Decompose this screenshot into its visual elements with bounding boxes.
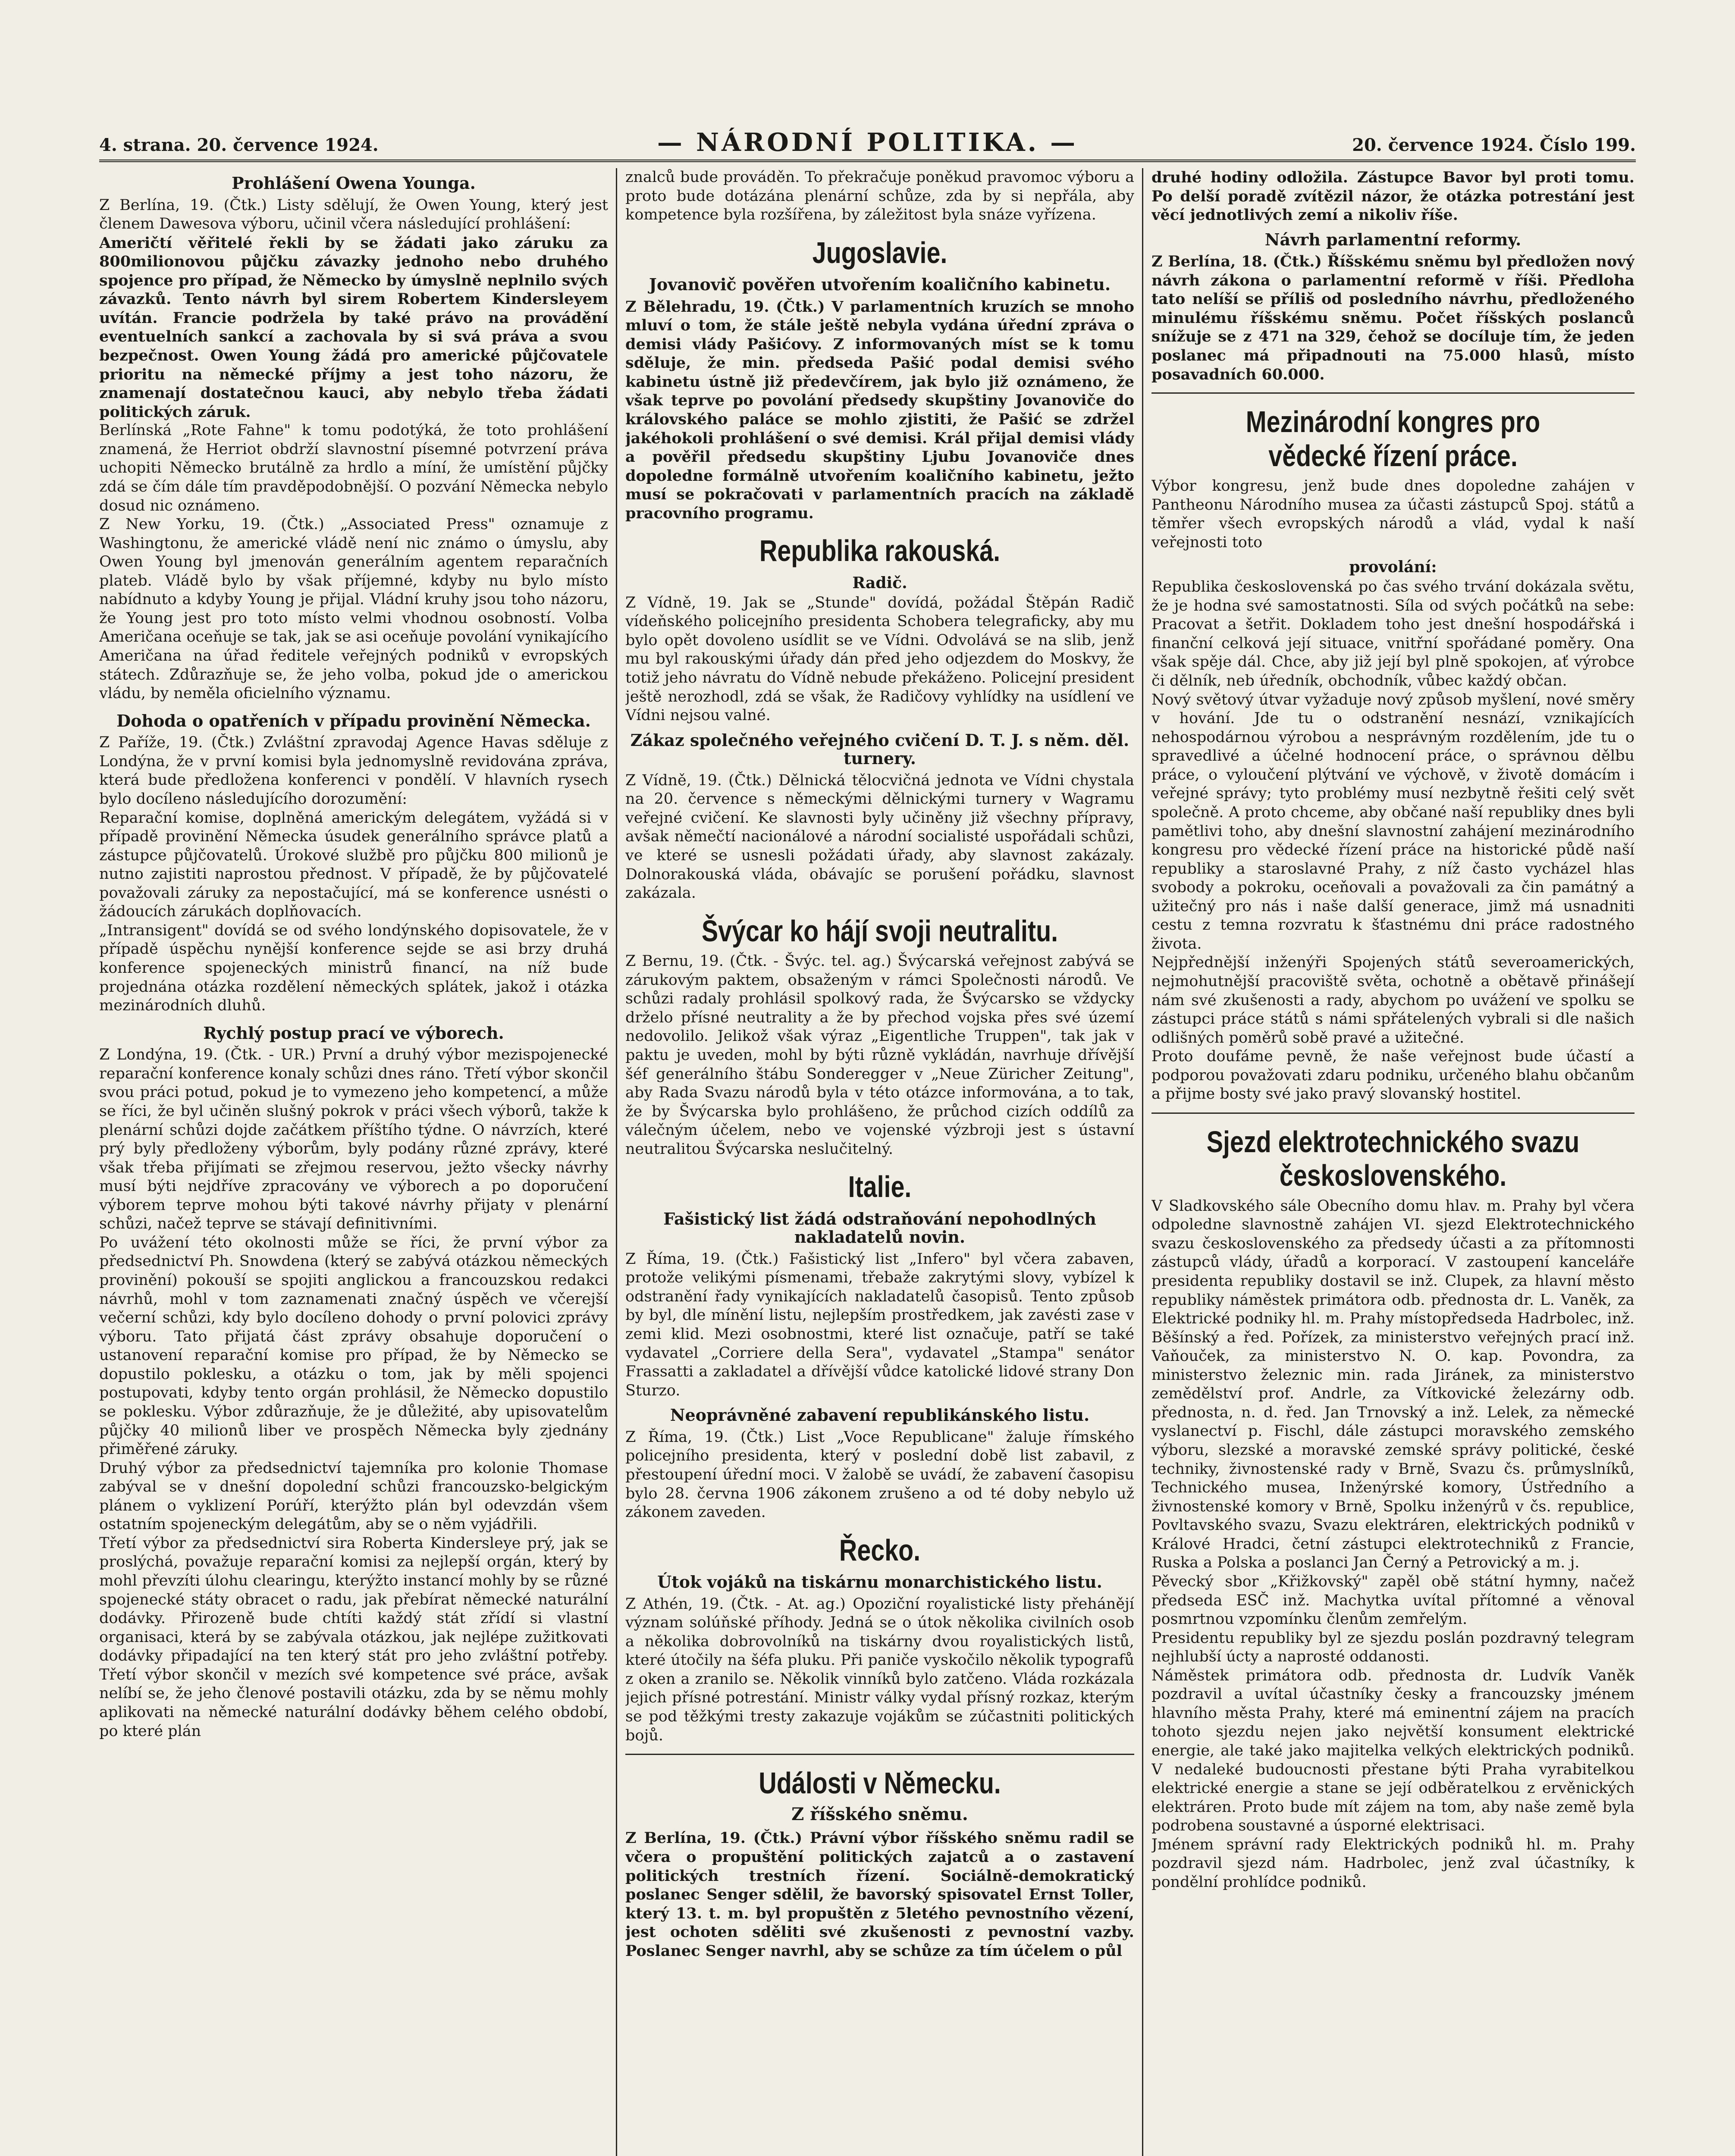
article-continuation: znalců bude prováděn. To překračuje poněkud pravomoc výboru a proto bude dotázána plenární schůze, zda by si nepřála, aby kompetence byla rozšířena, by záležitost byla snáze vyřízena. xyxy=(625,169,1134,224)
article-continuation: druhé hodiny odložila. Zástupce Bavor byl proti tomu. Po delší poradě zvítězil názor, že otázka potrestání jest věcí jednotlivých zemí a nikoliv říše. xyxy=(1151,169,1635,224)
article-paragraph: Reparační komise, doplněná americkým delegátem, vyžádá si v případě provinění Německa úsudek generálního správce platů a zástupce půjčovatelů. Úrokové službě pro půjčku 800 milionů je nutno zajistiti naprostou přednost. V případě, že by půjčovatelé považovali záruky za nepostačující, má se konference usnésti o žádoucích zárukách doplňovacích. xyxy=(99,809,608,921)
page-number-date: 4. strana. 20. července 1924. xyxy=(99,135,379,155)
section-title: Jugoslavie. xyxy=(812,235,948,270)
article-paragraph: Z Říma, 19. (Čtk.) Fašistický list „Infero" byl včera zabaven, protože velikými písmenami, třebaže zakrytými slovy, vybízel k odstranění řady vynikajících nakladatelů časopisů. Tento způsob by byl, dle mínění listu, nejlepším prostředkem, jak zavésti zase v zemi klid. Mezi osobnostmi, které list označuje, patří se také vydavatel „Corriere della Sera", vydavatel „Stampa" senátor Frassatti a zakladatel a dřívější vůdce katolické lidové strany Don Sturzo. xyxy=(625,1250,1134,1399)
issue-date-number: 20. července 1924. Číslo 199. xyxy=(1352,135,1636,155)
section-title: Sjezd elektrotechnického svazu československého. xyxy=(1206,1125,1580,1193)
article-young xyxy=(99,174,608,703)
article-paragraph: Z New Yorku, 19. (Čtk.) „Associated Press" oznamuje z Washingtonu, že americké vládě není nic známo o úmyslu, aby Owen Young byl jmenován generálním agentem reparačních plateb. Vládě bylo by však příjemné, kdyby nu bylo místo nabídnuto a kdyby Young je přijal. Vládní kruhy jsou toho názoru, že Young jest pro toto místo velmi vhodnou osobností. Volba Američana oceňuje se tak, jak se asi oceňuje povolání vynikajícího Američana na úřad ředitele veřejných podniků v evropských státech. Zdůrazňuje se, že jeho volba, pokud jde o americkou vládu, by neměla oficielního významu. xyxy=(99,516,608,702)
article-paragraph: Republika československá po čas svého trvání dokázala světu, že je hodna své samostatnosti. Síla od svých počátků na sebe: Pracovat a šetřit. Dokladem toho jest dnešní hospodářská i finanční celková její situace, vnitřní spořádané poměry. Ona však spěje dál. Chce, aby již její byl plně spokojen, ať výrobce či dělník, neb úředník, obchodník, vůbec každý občan. xyxy=(1151,578,1635,690)
article-paragraph: Nový světový útvar vyžaduje nový způsob myšlení, nové směry v hování. Jde tu o odstranění nesnází, vznikajících nehospodárnou výrobou a nesprávným rozdělením, jde tu o spravedlivé a účelné hodnocení práce, o správnou dělbu práce, o vyloučení plýtvání ve výchově, v životě domácím i veřejné správy; tyto problémy musí nezbytně řešiti celý svět společně. A proto chceme, aby občané naší republiky dnes byli pamětlivi toho, aby dnešní slavnostní zahájení mezinárodního kongresu pro vědecké řízení práce na historické půdě naší republiky a staroslavné Prahy, z níž často vycházel hlas svobody a pokroku, oceňovali a považovali za čin památný a užitečný pro nás i naše další generace, jimž má usnadniti cestu z temna rozvratu k šťastnému dni práce radostného života. xyxy=(1151,691,1635,953)
article-paragraph: Z Berlína, 19. (Čtk.) Právní výbor říšského sněmu radil se včera o propuštění politických zajatců a o zastavení politických trestních řízení. Sociálně-demokratický poslanec Senger sdělil, že bavorský spisovatel Ernst Toller, který 13. t. m. byl propuštěn z 5letého pevnostního vězení, jest ochoten sděliti své zkušenosti z pevnostní vazby. Poslanec Senger navrhl, aby se schůze za tím účelem o půl xyxy=(625,1829,1134,1960)
article-subtitle: provolání: xyxy=(1349,558,1437,577)
column-divider xyxy=(1142,168,1143,2156)
column-1 xyxy=(99,168,608,2156)
article-title: Z říšského sněmu. xyxy=(791,1804,968,1825)
article-sjezd xyxy=(1151,1125,1635,1892)
article-title: Rychlý postup prací ve výborech. xyxy=(203,1023,504,1043)
article-paragraph: Presidentu republiky byl ze sjezdu poslán pozdravný telegram nejhlubší úcty a naprosté oddanosti. xyxy=(1151,1629,1635,1666)
article-paragraph: Z Bělehradu, 19. (Čtk.) V parlamentních kruzích se mnoho mluví o tom, že stále ještě nebyla vydána úřední zpráva o demisi vlády Pašićovy. Z informovaných míst se k tomu sděluje, že min. předseda Pašić podal demisi svého kabinetu ústně již předevčírem, jak bylo již oznámeno, že však teprve po povolání předsedy skupštiny Jovanoviče do královského paláce se mohlo zjistiti, že Pašić se zdržel jakéhokoli prohlášení o své demisi. Král přijal demisi vlády a pověřil předsedu skupštiny Ljubu Jovanoviče dnes dopoledne formálně utvořením koaličního kabinetu, ježto musí se pokračovati v parlamentních pracích na základě pracovního programu. xyxy=(625,298,1134,522)
article-paragraph: Třetí výbor za předsednictví sira Roberta Kindersleye prý, jak se proslýchá, považuje reparační komisi za nejlepší orgán, který by mohl převzíti úlohu clearingu, kterýžto instancí mohly by se různé spojenecké státy obracet o radu, jak přebírat německé naturální dodávky. Přirozeně bude chtíti každý stát zřídí si vlastní organisaci, která by se zabývala otázkou, jak nejlépe zužitkovati dodávky připadající na ten který stát pro jeho zvláštní potřeby. Třetí výbor skončil v mezích své kompetence své práce, avšak nelíbí se, že jeho členové postavili otázku, zda by se němu mohly aplikovati na německé naturální dodávky během celého období, po které plán xyxy=(99,1534,608,1740)
section-title: Mezinárodní kongres pro vědecké řízení práce. xyxy=(1246,405,1540,473)
article-paragraph: Nejpřednější inženýři Spojených států severoamerických, nejmohutnější pracoviště světa, ochotně a obětavě přinášejí nám své zkušenosti a rady, abychom po uvážení ve spolku se zástupci práce států s námi spřátelených vybrali si dle našich odlišných poměrů sobě pravé a užitečné. xyxy=(1151,954,1635,1047)
section-divider xyxy=(1151,1112,1635,1114)
column-2 xyxy=(625,168,1134,2156)
article-paragraph: Po uvážení této okolnosti může se říci, že první výbor za předsednictví Ph. Snowdena (který se zabývá otázkou německých provinění) pokouší se spojiti anglickou a francouzskou redakci návrhů, mohl v tom zaznamenati značný úspěch ve včerejší večerní schůzi, kdy bylo docíleno dohody o první polovici zprávy výboru. Tato přijatá část zprávy obsahuje doporučení o ustanovení reparační komise pro případ, že by Německo se dopustilo poklesku, a otázku o tom, jak by měli spojenci postupovati, kdyby tento orgán prohlásil, že Německo dopustilo se poklesku. Výbor zdůrazňuje, že je důležité, aby upisovatelům půjčky 40 milionů liber ve prospěch Německa byly zjednány přiměřené záruky. xyxy=(99,1234,608,1458)
article-rychly-postup xyxy=(99,1024,608,1741)
article-parlamentni-reforma xyxy=(1151,231,1635,384)
article-paragraph: Z Říma, 19. (Čtk.) List „Voce Republicane" žaluje římského policejního presidenta, který v poslední době list zabavil, z přestoupení úřední moci. V žalobě se uvádí, že zabavení časopisu bylo 28. června 1906 zákonem zrušeno a od té doby nebylo už zákonem zaveden. xyxy=(625,1428,1134,1521)
article-paragraph: Z Paříže, 19. (Čtk.) Zvláštní zpravodaj Agence Havas sděluje z Londýna, že v první komisi byla jednomyslně revidována zpráva, která bude předložena konferenci v pondělí. V hlavních rysech bylo docíleno následujícího dorozumění: xyxy=(99,734,608,808)
article-title: Dohoda o opatřeních v případu provinění Německa. xyxy=(116,711,591,730)
article-paragraph: Z Vídně, 19. Jak se „Stunde" dovídá, požádal Štěpán Radič vídeňského policejního presidenta Schobera telegraficky, aby mu bylo opět dovoleno usídlit se ve Vídni. Odvolává se na slib, jenž mu byl rakouskými úřady dán před jeho odjezdem do Moskvy, že totiž jeho návratu do Vídně nebude překáženo. Policejní president ještě nerozhodl, zdá se však, že Radičovy vyhlídky na usídlení ve Vídni nejsou valné. xyxy=(625,594,1134,724)
article-paragraph: V Sladkovského sále Obecního domu hlav. m. Prahy byl včera odpoledne slavnostně zahájen VI. sjezd Elektrotechnického svazu československého za předsedy účasti a za přítomnosti zástupců vlády, úřadů a korporací. V zastoupení kanceláře presidenta republiky dostavil se inž. Clupek, za hlavní město republiky náměstek primátora odb. přednosta dr. L. Vaněk, za Elektrické podniky hl. m. Prahy místopředseda Hadrbolec, inž. Běšínský a řed. Pořízek, za ministerstvo veřejných prací inž. Vaňouček, za ministerstvo N. O. kap. Povondra, za ministerstvo železnic min. rada Jiránek, za ministerstvo zemědělství prof. Andrle, za Vítkovické železárny odb. přednosta, n. d. řed. Jan Trnovský a inž. Lelek, za německé vyslanectví p. Fischl, dále zástupci moravského zemského výboru, slezské a moravské zemské správy politické, české techniky, živnostenské rady v Brně, Svazu čs. průmyslníků, Technického musea, Inženýrské komory, Ústředního a živnostenské komory v Brně, Spolku inženýrů v čs. republice, Povltavského svazu, Svazu elektráren, elektrických podniků v Králové Hradci, četní zástupci elektrotechniků z Francie, Ruska a Polska a poslanci Jan Černý a Petrovický a m. j. xyxy=(1151,1197,1635,1572)
article-paragraph: Z Athén, 19. (Čtk. - At. ag.) Opoziční royalistické listy přehánějí význam solúňské příhody. Jedná se o útok několika civilních osob a několika dobrovolníků na tiskárny dvou royalistických listů, které útočily na šéfa pluku. Při paniče vyskočilo několik typografů z oken a zranilo se. Několik vinníků bylo zatčeno. Vláda rozkázala jejich přísné potrestání. Ministr války vydal přísný rozkaz, kterým se pod těžkými tresty zakazuje vojákům se zúčastniti politických bojů. xyxy=(625,1595,1134,1744)
section-svycarsko xyxy=(625,914,1134,1159)
article-paragraph: Z Vídně, 19. (Čtk.) Dělnická tělocvičná jednota ve Vídni chystala na 20. července s německými dělnickými turnery v Wagramu veřejné cvičení. Ke slavnosti byly učiněny již všechny přípravy, avšak němečtí nacionálové a národní socialisté uspořádali schůzi, ve které se usnesli požádati úřady, aby slavnost zakázaly. Dolnorakouská vláda, obávajíc se porušení pořádku, slavnost zakázala. xyxy=(625,771,1134,902)
article-paragraph: Z Bernu, 19. (Čtk. - Švýc. tel. ag.) Švýcarská veřejnost zabývá se zárukovým paktem, obsaženým v rámci Společnosti národů. Ve schůzi radaly prohlásil spolkový rada, že Švýcarsko se vždycky drželo přísné neutrality a že by přechod vojska přes své území nedovolilo. Jelikož však výraz „Eigentliche Truppen", tak jak v paktu je uveden, mohl by býti různě vykládán, navrhuje dřívější šéf generálního štábu Sonderegger v „Neue Züricher Zeitung", aby Rada Svazu národů byla v této otázce informována, a to tak, že by Švýcarska bylo prohlášeno, že průchod cizích oddílů za válečným účelem, nebo ve vojenské výzbroji jest s ústavní neutralitou Švýcarska neslučitelný. xyxy=(625,953,1134,1158)
article-paragraph: Jménem správní rady Elektrických podniků hl. m. Prahy pozdravil sjezd nám. Hadrbolec, jenž zval účastníky, k pondělní prohlídce podniků. xyxy=(1151,1836,1635,1891)
column-divider xyxy=(616,168,617,2156)
article-paragraph: Výbor kongresu, jenž bude dnes dopoledne zahájen v Pantheonu Národního musea za účasti zástupců Spoj. států a těmřer všech evropských národů a vlád, vydal k naší veřejnosti toto xyxy=(1151,477,1635,551)
section-rakousko xyxy=(625,534,1134,903)
section-italie xyxy=(625,1170,1134,1522)
article-paragraph: Náměstek primátora odb. přednosta dr. Ludvík Vaněk pozdravil a uvítal účastníky česky a francouzsky jménem hlavního města Prahy, které má eminentní zájem na pracích tohoto sjezdu nejen jako největší konsument elektrické energie, ale také jako majitelka velkých elektrických podniků. V nedaleké budoucnosti přestane býti Praha vyrabitelkou elektrické energie a stane se její odběratelkou z ervěnických elektráren. Proto bude mít zájem na tom, aby naše země byla podrobena soustavné a úsporné elektrisaci. xyxy=(1151,1667,1635,1835)
page-header xyxy=(99,129,1636,162)
section-nemecko xyxy=(625,1766,1134,1960)
article-paragraph: Druhý výbor za předsednictví tajemníka pro kolonie Thomase zabýval se v dnešní dopolední schůzi francouzsko-belgickým plánem o vyklizení Porúří, kterýžto plán byl odevzdán všem ostatním spojeneckým delegátům, aby se o něm vyjádřili. xyxy=(99,1459,608,1533)
section-title: Události v Německu. xyxy=(759,1766,1001,1800)
article-paragraph: Z Berlína, 18. (Čtk.) Říšskému sněmu byl předložen nový návrh zákona o parlamentní reformě v říši. Předloha tato nelíší se příliš od posledního návrhu, předloženého minulému říšskému sněmu. Počet říšských poslanců snížuje se z 471 na 329, čehož se docíluje tím, že jeden poslanec má připadnouti na 75.000 hlasů, místo posavadních 60.000. xyxy=(1151,253,1635,383)
article-title: Neoprávněné zabavení republikánského listu. xyxy=(670,1405,1090,1425)
section-divider xyxy=(625,1754,1134,1755)
article-title: Fašistický list žádá odstraňování nepohodlných nakladatelů novin. xyxy=(663,1209,1096,1247)
article-title: Útok vojáků na tiskárnu monarchistického listu. xyxy=(657,1572,1102,1592)
article-dohoda xyxy=(99,712,608,1015)
article-title: Jovanovič pověřen utvořením koaličního kabinetu. xyxy=(649,275,1111,295)
section-recko xyxy=(625,1533,1134,1745)
article-paragraph: Z Berlína, 19. (Čtk.) Listy sdělují, že Owen Young, který jest členem Dawesova výboru, učinil včera následující prohlášení: xyxy=(99,196,608,233)
masthead: — NÁRODNÍ POLITIKA. — xyxy=(657,128,1078,157)
article-title: Návrh parlamentní reformy. xyxy=(1264,229,1522,249)
section-jugoslavie xyxy=(625,236,1134,523)
section-title: Řecko. xyxy=(839,1533,921,1567)
column-3 xyxy=(1151,168,1635,2156)
article-paragraph: Američtí věřitelé řekli by se žádati jako záruku za 800milionovou půjčku závazky jednoho nebo druhého spojence pro případ, že Německo by úmyslně neplnilo svých závazků. Tento návrh byl sirem Robertem Kindersleyem uvítán. Francie podržela by také právo na provádění eventuelních sankcí a zachovala by si svá práva a svou bezpečnost. Owen Young žádá pro americké půjčovatele prioritu na německé příjmy a jest toho názoru, že znamenají dostatečnou kauci, aby nebylo třeba žádati politických záruk. xyxy=(99,234,608,421)
article-title: Radič. xyxy=(852,573,907,592)
section-title: Švýcar ko hájí svoji neutralitu. xyxy=(701,914,1058,948)
article-paragraph: „Intransigent" dovídá se od svého londýnského dopisovatele, že v případě úspěchu nynější konference sejde se asi brzy druhá konference spojeneckých ministrů financí, na níž bude projednána otázka rozdělení německých splátek, jakož i otázka mezinárodních dluhů. xyxy=(99,921,608,1015)
section-title: Republika rakouská. xyxy=(759,534,1001,568)
article-kongres xyxy=(1151,405,1635,1104)
section-title: Italie. xyxy=(848,1170,912,1204)
article-paragraph: Berlínská „Rote Fahne" k tomu podotýká, že toto prohlášení znamená, že Herriot obdrží slavnostní písemné potvrzení práva uchopiti Německo brutálně za hrdlo a míní, že umístění půjčky zdá se čím dále tím pravděpodobnější. O pozvání Německa nebylo dosud nic oznámeno. xyxy=(99,422,608,514)
article-paragraph: Proto doufáme pevně, že naše veřejnost bude účastí a podporou považovati zdaru podniku, určeného blahu občanům a přijme bosty své jako pravý slovanský hostitel. xyxy=(1151,1048,1635,1103)
article-paragraph: Pěvecký sbor „Křižkovský" zapěl obě státní hymny, načež předseda ESČ inž. Machytka uvítal přítomné a věnoval posmrtnou vzpomínku členům zemřelým. xyxy=(1151,1573,1635,1628)
article-paragraph: Z Londýna, 19. (Čtk. - UR.) První a druhý výbor mezispojenecké reparační konference konaly schůzi dnes ráno. Třetí výbor skončil svou práci potud, pokud je to vymezeno jeho kompetencí, a může se říci, že byl učiněn slušný pokrok v práci všech výborů, takže k plenární schůzi dojde začátkem příštího týdne. O návrzích, které prý byly předloženy výborům, byly podány různé zprávy, které však třeba přijímati se zřejmou reservou, ježto všecky návrhy musí býti nejdříve zpracovány ve výborech a po doporučení výborem teprve mohou býti takové návrhy přijaty v plenární schůzi, načež teprve se stávají definitivními. xyxy=(99,1046,608,1233)
article-title: Zákaz společného veřejného cvičení D. T. J. s něm. děl. turnery. xyxy=(630,730,1129,768)
section-divider xyxy=(1151,392,1635,394)
article-title: Prohlášení Owena Younga. xyxy=(232,173,476,193)
